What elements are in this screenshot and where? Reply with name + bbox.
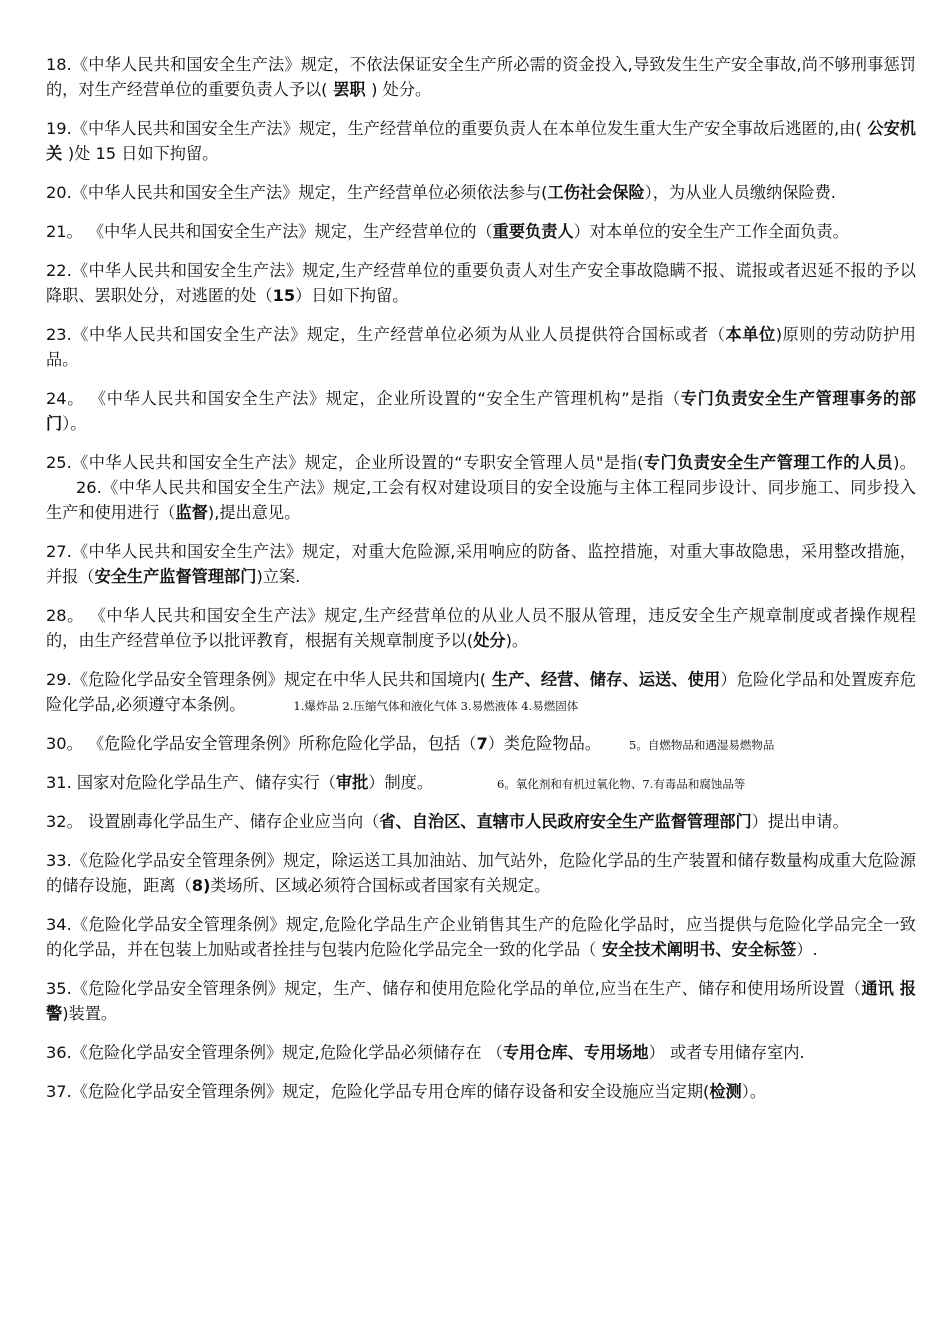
answer-text: 专门负责安全生产管理工作的人员 bbox=[643, 453, 894, 472]
question-text-end: 类场所、区域必须符合国标或者国家有关规定。 bbox=[210, 876, 551, 895]
question-21 bbox=[46, 219, 916, 244]
answer-text: 8) bbox=[191, 876, 211, 895]
question-number: 21。 bbox=[46, 222, 83, 241]
question-text: 《危险化学品安全管理条例》规定,危险化学品生产企业销售其生产的危险化学品时，应当提供与危险化学品完全一致的化学品，并在包装上加贴或者拴挂与包装内危险化学品完全一致的化学品（ bbox=[46, 915, 916, 959]
answer-text: 罢职 bbox=[327, 80, 372, 99]
answer-text: 工伤社会保险 bbox=[547, 183, 645, 202]
question-number: 35. bbox=[46, 979, 72, 998]
question-text-end: )原则的劳动防护用品。 bbox=[46, 325, 916, 369]
question-36 bbox=[46, 1040, 916, 1065]
question-number: 18. bbox=[46, 55, 72, 74]
answer-text: 公安机关 bbox=[46, 119, 916, 163]
question-text-end: ）。 bbox=[62, 414, 87, 433]
question-text-end: ），为从业人员缴纳保险费. bbox=[644, 183, 836, 202]
question-text-end: ）提出申请。 bbox=[751, 812, 849, 831]
side-note: 6。氧化剂和有机过氧化物、7.有毒品和腐蚀品等 bbox=[497, 777, 746, 791]
question-text-end: ）对本单位的安全生产工作全面负责。 bbox=[573, 222, 849, 241]
question-text: 国家对危险化学品生产、储存实行（ bbox=[76, 773, 336, 792]
question-text: 《危险化学品安全管理条例》规定在中华人民共和国境内( bbox=[71, 670, 487, 689]
answer-text: 生产、经营、储存、运送、使用 bbox=[486, 670, 721, 689]
question-19 bbox=[46, 116, 916, 166]
answer-text: 监督 bbox=[175, 503, 208, 522]
question-text: 《中华人民共和国安全生产法》规定，企业所设置的“专职安全管理人员"是指( bbox=[71, 453, 644, 472]
question-text: 《危险化学品安全管理条例》规定,危险化学品必须储存在 （ bbox=[71, 1043, 503, 1062]
answer-text: 专门负责安全生产管理事务的部门 bbox=[46, 389, 916, 433]
question-text-end: ) 处分。 bbox=[371, 80, 432, 99]
question-33 bbox=[46, 848, 916, 898]
question-text-end: ）. bbox=[796, 940, 818, 959]
answer-text: 安全生产监督管理部门 bbox=[94, 567, 257, 586]
question-text-end: )处 15 日如下拘留。 bbox=[67, 144, 219, 163]
question-31 bbox=[46, 770, 916, 795]
question-29 bbox=[46, 667, 916, 717]
question-text-end: )。 bbox=[893, 453, 916, 472]
question-number: 29. bbox=[46, 670, 72, 689]
question-22 bbox=[46, 258, 916, 308]
question-28 bbox=[46, 603, 916, 653]
answer-text: 专用仓库、专用场地 bbox=[502, 1043, 649, 1062]
question-number: 28。 bbox=[46, 606, 84, 625]
question-number: 33. bbox=[46, 851, 72, 870]
question-text: 《中华人民共和国安全生产法》规定，生产经营单位必须为从业人员提供符合国标或者（ bbox=[71, 325, 726, 344]
question-number: 25. bbox=[46, 453, 72, 472]
question-number: 27. bbox=[46, 542, 72, 561]
answer-text: 审批 bbox=[335, 773, 369, 792]
question-35 bbox=[46, 976, 916, 1026]
question-text: 《中华人民共和国安全生产法》规定,工会有权对建设项目的安全设施与主体工程同步设计、同步施工、同步投入生产和使用进行（ bbox=[46, 478, 916, 522]
question-text-end: ）危险化学品和处置废弃危险化学品,必须遵守本条例。 bbox=[46, 670, 916, 714]
question-text: 《中华人民共和国安全生产法》规定，生产经营单位必须依法参与( bbox=[71, 183, 548, 202]
question-27 bbox=[46, 539, 916, 589]
answer-text: 7 bbox=[476, 734, 488, 753]
question-number: 23. bbox=[46, 325, 72, 344]
question-25-26 bbox=[46, 450, 916, 525]
question-text-end: ),提出意见。 bbox=[207, 503, 301, 522]
question-text-end: ） 或者专用储存室内. bbox=[648, 1043, 805, 1062]
question-number: 26. bbox=[76, 478, 102, 497]
question-32 bbox=[46, 809, 916, 834]
question-number: 22. bbox=[46, 261, 72, 280]
question-number: 24。 bbox=[46, 389, 85, 408]
question-number: 32。 bbox=[46, 812, 83, 831]
question-text: 《中华人民共和国安全生产法》规定，不依法保证安全生产所必需的资金投入,导致发生生产安全事故,尚不够刑事惩罚的，对生产经营单位的重要负责人予以( bbox=[46, 55, 916, 99]
question-text: 《中华人民共和国安全生产法》规定，生产经营单位的（ bbox=[87, 222, 493, 241]
question-text-end: ）日如下拘留。 bbox=[295, 286, 409, 305]
question-text: 《危险化学品安全管理条例》规定，危险化学品专用仓库的储存设备和安全设施应当定期( bbox=[71, 1082, 710, 1101]
question-number: 30。 bbox=[46, 734, 83, 753]
question-text: 《中华人民共和国安全生产法》规定，生产经营单位的重要负责人在本单位发生重大生产安全事故后逃匿的,由( bbox=[71, 119, 862, 138]
answer-text: 检测 bbox=[709, 1082, 742, 1101]
answer-text: 重要负责人 bbox=[492, 222, 574, 241]
question-30 bbox=[46, 731, 916, 756]
question-text-end: ）制度。 bbox=[368, 773, 434, 792]
question-text: 《中华人民共和国安全生产法》规定,生产经营单位的重要负责人对生产安全事故隐瞒不报、谎报或者迟延不报的予以降职、罢职处分，对逃匿的处（ bbox=[46, 261, 916, 305]
question-18 bbox=[46, 52, 916, 102]
question-text-end: ）类危险物品。 bbox=[487, 734, 602, 753]
side-note: 5。自燃物品和遇湿易燃物品 bbox=[629, 738, 775, 752]
question-20 bbox=[46, 180, 916, 205]
question-number: 31. bbox=[46, 773, 72, 792]
question-34 bbox=[46, 912, 916, 962]
answer-text: 省、自治区、直辖市人民政府安全生产监督管理部门 bbox=[379, 812, 752, 831]
question-text-end: ）。 bbox=[741, 1082, 767, 1101]
question-23 bbox=[46, 322, 916, 372]
question-number: 37. bbox=[46, 1082, 72, 1101]
question-text-end: )。 bbox=[505, 631, 529, 650]
question-text: 《危险化学品安全管理条例》所称危险化学品，包括（ bbox=[87, 734, 477, 753]
question-text: 《中华人民共和国安全生产法》规定,生产经营单位的从业人员不服从管理，违反安全生产规章制度或者操作规程的，由生产经营单位予以批评教育，根据有关规章制度予以( bbox=[46, 606, 916, 650]
answer-text: 安全技术阐明书、安全标签 bbox=[596, 940, 797, 959]
answer-text: 本单位 bbox=[725, 325, 776, 344]
side-note: 1.爆炸品 2.压缩气体和液化气体 3.易燃液体 4.易燃固体 bbox=[293, 699, 579, 713]
question-text-end: )装置。 bbox=[62, 1004, 118, 1023]
answer-text: 通讯 报警 bbox=[46, 979, 916, 1023]
question-text: 《危险化学品安全管理条例》规定，生产、储存和使用危险化学品的单位,应当在生产、储存和使用场所设置（ bbox=[71, 979, 862, 998]
question-number: 34. bbox=[46, 915, 72, 934]
question-text: 《危险化学品安全管理条例》规定，除运送工具加油站、加气站外，危险化学品的生产装置和储存数量构成重大危险源的储存设施，距离（ bbox=[46, 851, 916, 895]
answer-text: 15 bbox=[272, 286, 296, 305]
question-text: 设置剧毒化学品生产、储存企业应当向（ bbox=[87, 812, 380, 831]
question-text: 《中华人民共和国安全生产法》规定，对重大危险源,采用响应的防备、监控措施，对重大事故隐患，采用整改措施，并报（ bbox=[46, 542, 916, 586]
question-text-end: )立案. bbox=[256, 567, 301, 586]
question-number: 20. bbox=[46, 183, 72, 202]
question-24 bbox=[46, 386, 916, 436]
answer-text: 处分 bbox=[473, 631, 506, 650]
question-number: 36. bbox=[46, 1043, 72, 1062]
question-number: 19. bbox=[46, 119, 72, 138]
question-37 bbox=[46, 1079, 916, 1104]
question-text: 《中华人民共和国安全生产法》规定，企业所设置的“安全生产管理机构”是指（ bbox=[89, 389, 681, 408]
